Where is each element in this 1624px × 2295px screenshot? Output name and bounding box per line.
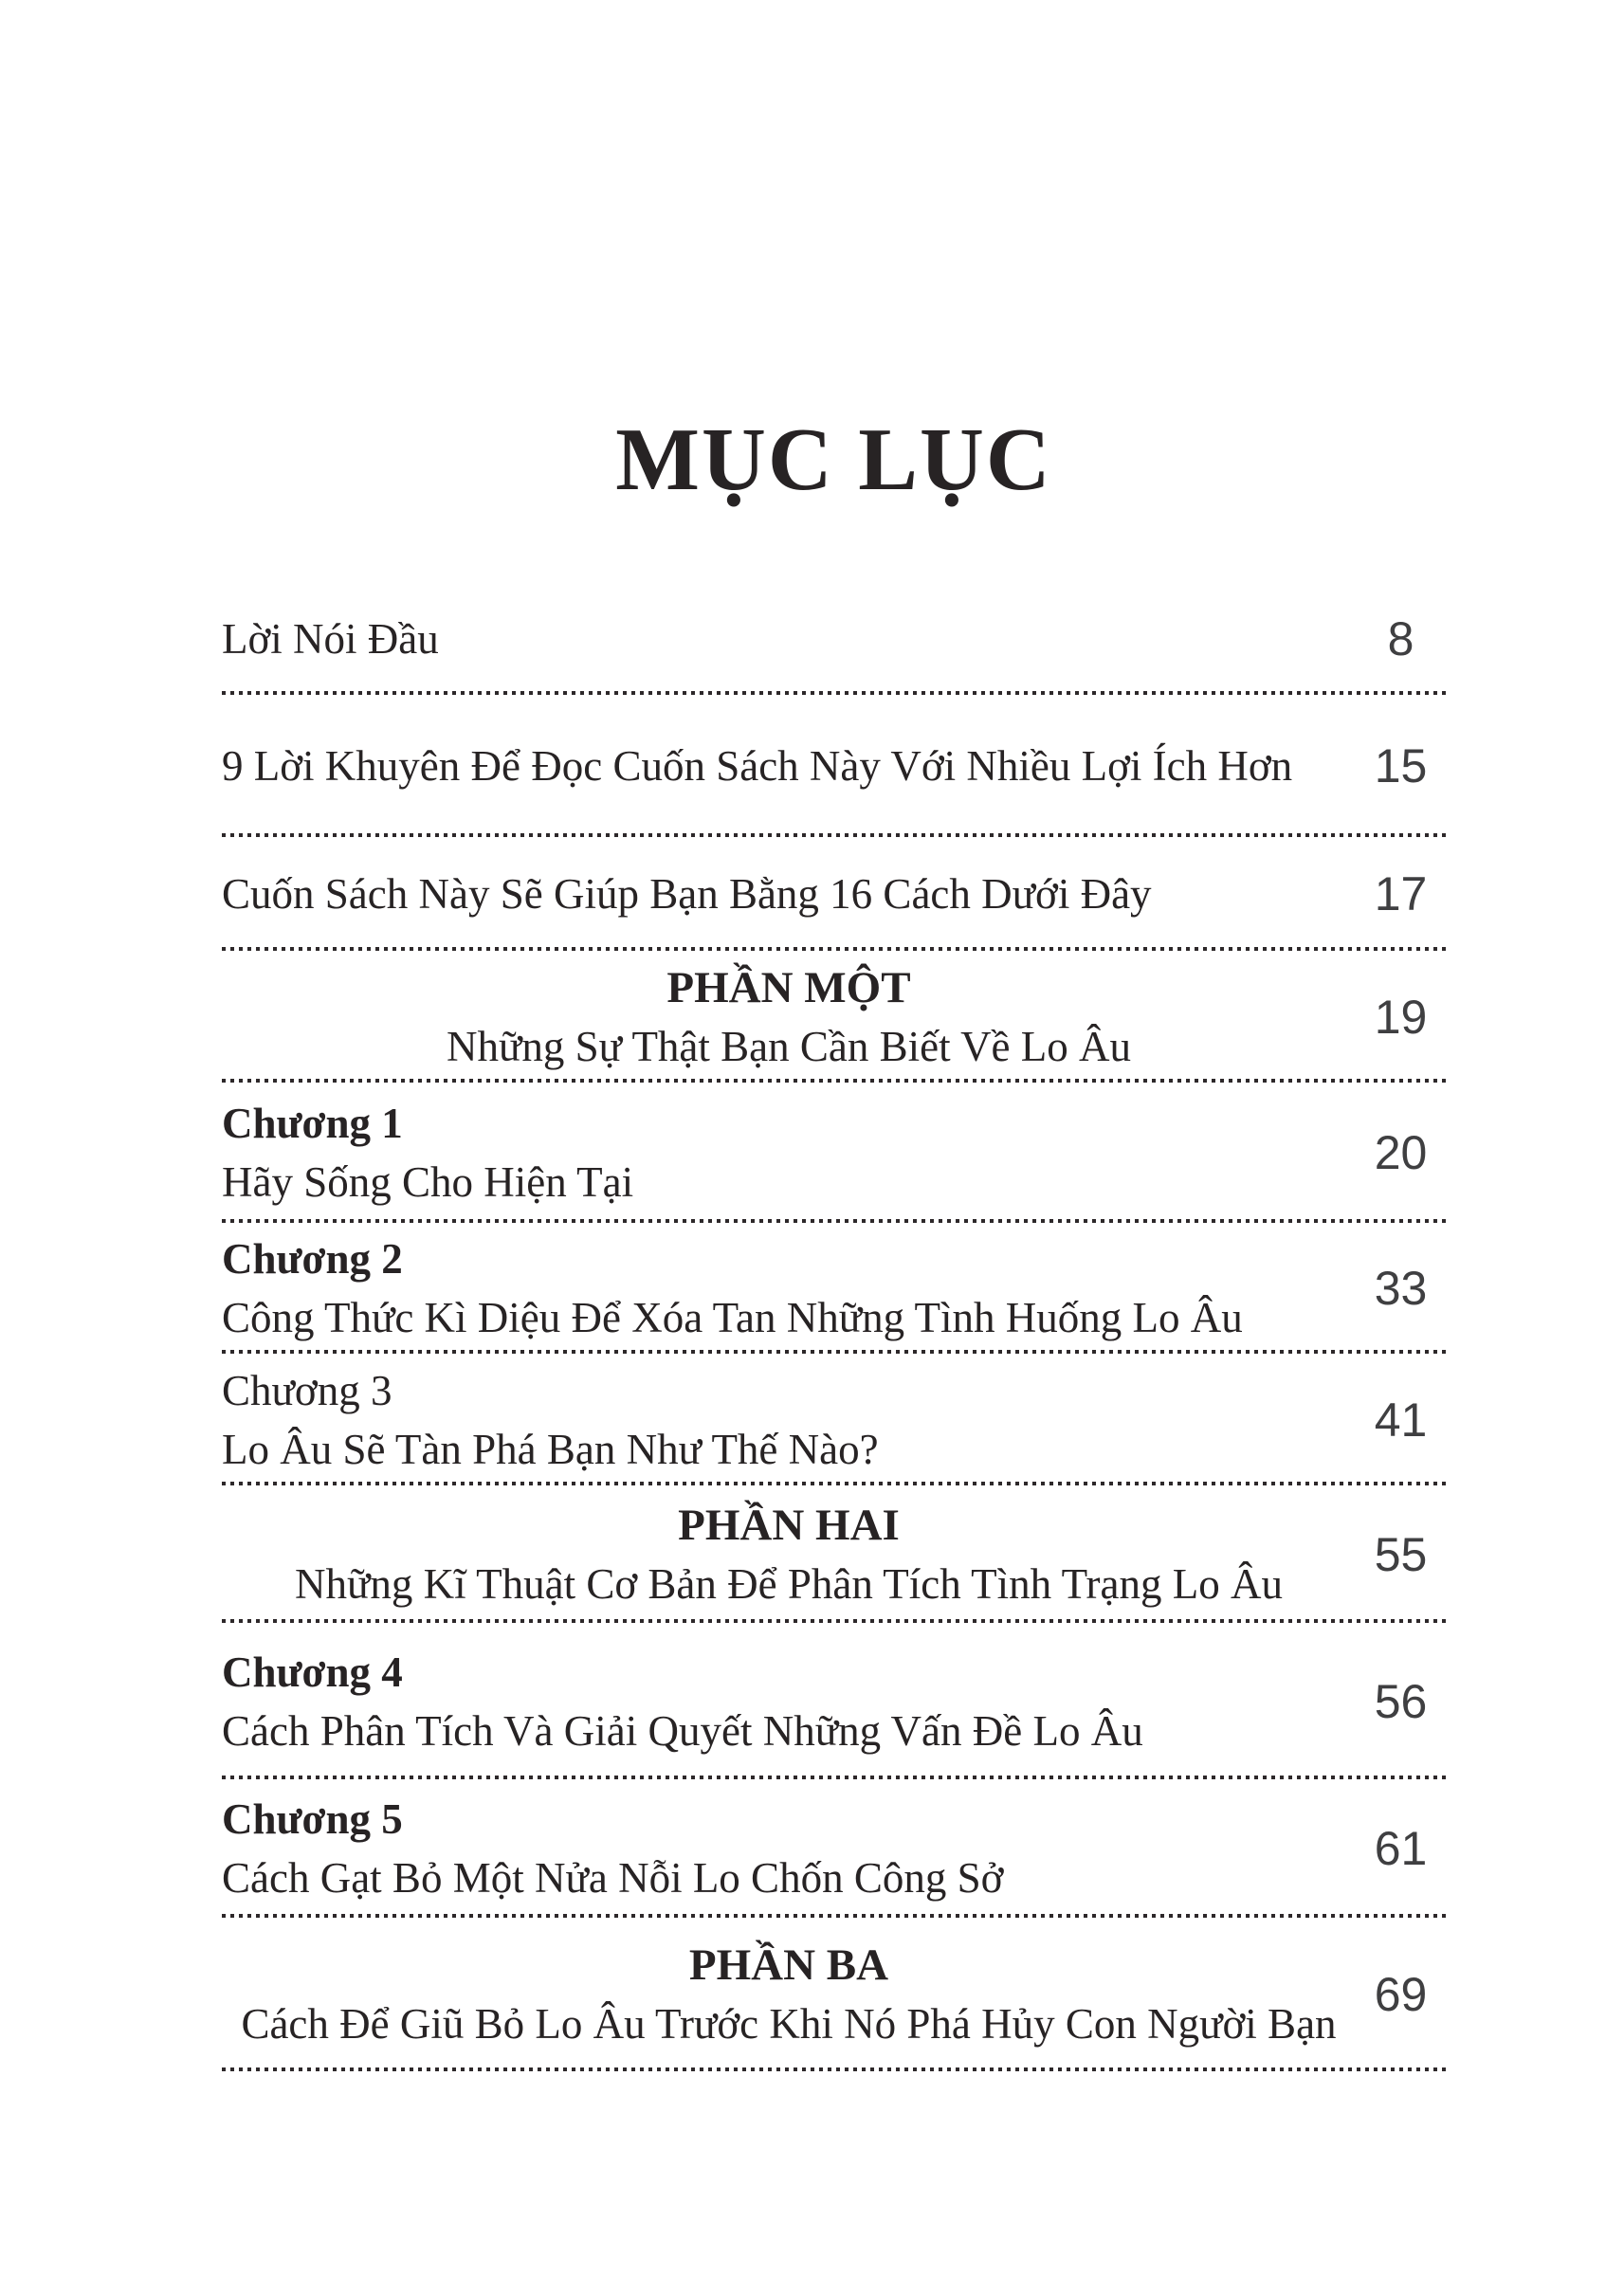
toc-chapter-entry — [222, 1223, 1446, 1354]
entry-title: Lo Âu Sẽ Tàn Phá Bạn Như Thế Nào? — [222, 1425, 879, 1473]
entry-title: Cách Để Giũ Bỏ Lo Âu Trước Khi Nó Phá Hủy Con Người Bạn — [241, 2000, 1337, 2048]
chapter-label: Chương 5 — [222, 1795, 403, 1843]
entry-page-number: 33 — [1374, 1262, 1428, 1315]
chapter-label: Chương 3 — [222, 1366, 392, 1414]
toc-entry — [222, 837, 1446, 951]
entry-title: Những Sự Thật Bạn Cần Biết Về Lo Âu — [446, 1022, 1132, 1070]
entry-page-number: 41 — [1374, 1393, 1428, 1447]
part-label: PHẦN BA — [688, 1940, 889, 1990]
entry-title: Những Kĩ Thuật Cơ Bản Để Phân Tích Tình Trạng Lo Âu — [295, 1559, 1283, 1608]
chapter-entry-text — [222, 1361, 1356, 1479]
entry-page-number: 55 — [1374, 1527, 1428, 1581]
entry-title: Lời Nói Đầu — [222, 615, 439, 663]
toc-chapter-entry — [222, 1354, 1446, 1485]
chapter-label: Chương 2 — [222, 1235, 403, 1283]
toc-chapter-entry — [222, 1623, 1446, 1779]
chapter-entry-text — [222, 1229, 1356, 1347]
entry-page-number: 56 — [1374, 1674, 1428, 1728]
chapter-entry-text — [222, 1643, 1356, 1760]
entry-title: Hãy Sống Cho Hiện Tại — [222, 1158, 634, 1206]
chapter-label: Chương 4 — [222, 1648, 403, 1696]
toc-part-entry — [222, 1485, 1446, 1623]
entry-page-number: 19 — [1374, 990, 1428, 1044]
part-label: PHẦN HAI — [678, 1500, 900, 1550]
part-entry-text — [222, 1496, 1356, 1613]
part-label: PHẦN MỘT — [666, 962, 911, 1012]
entry-title: 9 Lời Khuyên Để Đọc Cuốn Sách Này Với Nhiều Lợi Ích Hơn — [222, 742, 1293, 790]
entry-page-number: 8 — [1387, 612, 1414, 665]
toc-part-entry — [222, 1918, 1446, 2071]
chapter-entry-text — [222, 1094, 1356, 1211]
entry-page-number: 20 — [1374, 1126, 1428, 1179]
entry-title: Công Thức Kì Diệu Để Xóa Tan Những Tình Huống Lo Âu — [222, 1294, 1243, 1341]
entry-page-number: 17 — [1374, 867, 1428, 920]
toc-chapter-entry — [222, 1779, 1446, 1918]
page-title: MỤC LỤC — [615, 410, 1052, 509]
entry-title: Cách Phân Tích Và Giải Quyết Những Vấn Đề Lo Âu — [222, 1706, 1143, 1755]
toc-entry — [222, 695, 1446, 837]
part-entry-text — [222, 958, 1356, 1076]
toc-entry — [222, 583, 1446, 695]
toc-chapter-entry — [222, 1083, 1446, 1223]
table-of-contents — [222, 583, 1446, 2071]
toc-part-entry — [222, 951, 1446, 1083]
chapter-label: Chương 1 — [222, 1100, 403, 1147]
part-entry-text — [222, 1936, 1356, 2053]
entry-page-number: 69 — [1374, 1968, 1428, 2021]
entry-title: Cách Gạt Bỏ Một Nửa Nỗi Lo Chốn Công Sở — [222, 1854, 1004, 1902]
entry-title: Cuốn Sách Này Sẽ Giúp Bạn Bằng 16 Cách Dưới Đây — [222, 870, 1152, 918]
entry-page-number: 61 — [1374, 1822, 1428, 1875]
entry-page-number: 15 — [1374, 739, 1428, 792]
chapter-entry-text — [222, 1790, 1356, 1907]
